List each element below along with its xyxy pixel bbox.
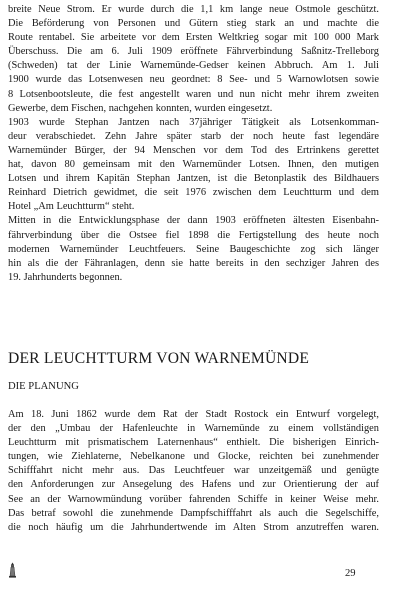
- text-line: 1900 wurde das Lotsenwesen neu geordnet: 8 See- und 5 Warnowlotsen sowie: [8, 74, 379, 86]
- text-line: Am 18. Juni 1862 wurde dem Rat der Stadt Rostock ein Entwurf vorgelegt,: [8, 409, 379, 420]
- page-number: 29: [345, 568, 356, 579]
- text-line: deur verabschiedet. Zehn Jahre später starb der noch heute fast legendäre: [8, 130, 379, 142]
- text-line: Die Beförderung von Personen und Gütern stieg stark an und machte die: [8, 18, 379, 30]
- text-line: tungen, wie Ziehlaterne, Nebelkanone und Glocke, reichten bei zunehmender: [8, 451, 379, 463]
- lighthouse-icon: [8, 562, 17, 578]
- text-line: Das betraf sowohl die zunehmende Dampfschifffahrt als auch die Segelschiffe,: [8, 507, 379, 519]
- text-line: breite Neue Strom. Er wurde durch die 1,1 km lange neue Ostmole geschützt.: [8, 4, 379, 15]
- text-line: hat, davon 80 gemeinsam mit den Warnemünder Lotsen. Ihnen, den mutigen: [8, 159, 379, 171]
- text-line: Mitten in die Entwicklungsphase der dann 1903 eröffneten ältesten Eisenbahn-: [8, 215, 379, 227]
- subheading: DIE PLANUNG: [8, 381, 79, 392]
- text-line: See an der Warnowmündung vorüber fahrenden Schiffe in keiner Weise mehr.: [8, 493, 379, 505]
- text-line: Gewerbe, dem Fischen, nachgehen konnten, wurden eingesetzt.: [8, 102, 273, 114]
- text-line: hin als die der Fähranlagen, denn sie hatte bereits in den sechziger Jahren des: [8, 257, 379, 269]
- paragraph-block-1: [8, 3, 379, 285]
- text-line: fährverbindung über die Ostsee fiel 1898 die Fertigstellung des heute noch: [8, 229, 379, 241]
- text-line: modernen Warnemünder Leuchtfeuers. Seine Baugeschichte zog sich länger: [8, 243, 379, 255]
- section-heading: DER LEUCHTTURM VON WARNEMÜNDE: [8, 350, 310, 367]
- text-line: Reinhard Dietrich gewidmet, die seit 1976 zwischen dem Leuchtturm und dem: [8, 187, 379, 199]
- text-line: der den „Umbau der Hafenleuchte in Warnemünde zu einem vollständigen: [8, 423, 379, 435]
- text-line: den Anforderungen zur Ansegelung des Hafens und zur Orientierung der auf: [8, 479, 379, 491]
- text-line: Warnemünder Bürger, der 94 Menschen vor dem Tod des Ertrinkens gerettet: [8, 144, 379, 156]
- text-line: Schifffahrt nicht mehr aus. Das Leuchtfeuer war unzeitgemäß und genügte: [8, 465, 379, 477]
- text-line: Leuchtturm mit prismatischem Laternenhaus“ enthielt. Die bisherigen Einrich-: [8, 437, 379, 449]
- text-line: Route rentabel. Sie arbeitete vor dem Ersten Weltkrieg sogar mit 100 000 Mark: [8, 32, 379, 44]
- text-line: (Schweden) tat der Linie Warnemünde-Gedser keinen Abbruch. Am 1. Juli: [8, 60, 379, 72]
- text-line: Hotel „Am Leuchtturm“ steht.: [8, 201, 135, 213]
- text-line: 1903 wurde Stephan Jantzen nach 37jähriger Tätigkeit als Lotsenkomman-: [8, 116, 379, 128]
- text-line: 19. Jahrhunderts begonnen.: [8, 271, 123, 283]
- text-line: 8 Lotsenbootsleute, die fest angestellt waren und nun nicht mehr ihrem zweiten: [8, 88, 379, 100]
- text-line: Lotsen und ihrem Kapitän Stephan Jantzen, ist die Betonplastik des Bildhauers: [8, 173, 379, 185]
- text-line: die noch häufig um die Jahrhundertwende im Alten Strom anzutreffen waren.: [8, 521, 379, 533]
- text-line: Überschuss. Die am 6. Juli 1909 eröffnete Fährverbindung Saßnitz-Trelleborg: [8, 46, 379, 58]
- paragraph-block-2: [8, 408, 379, 535]
